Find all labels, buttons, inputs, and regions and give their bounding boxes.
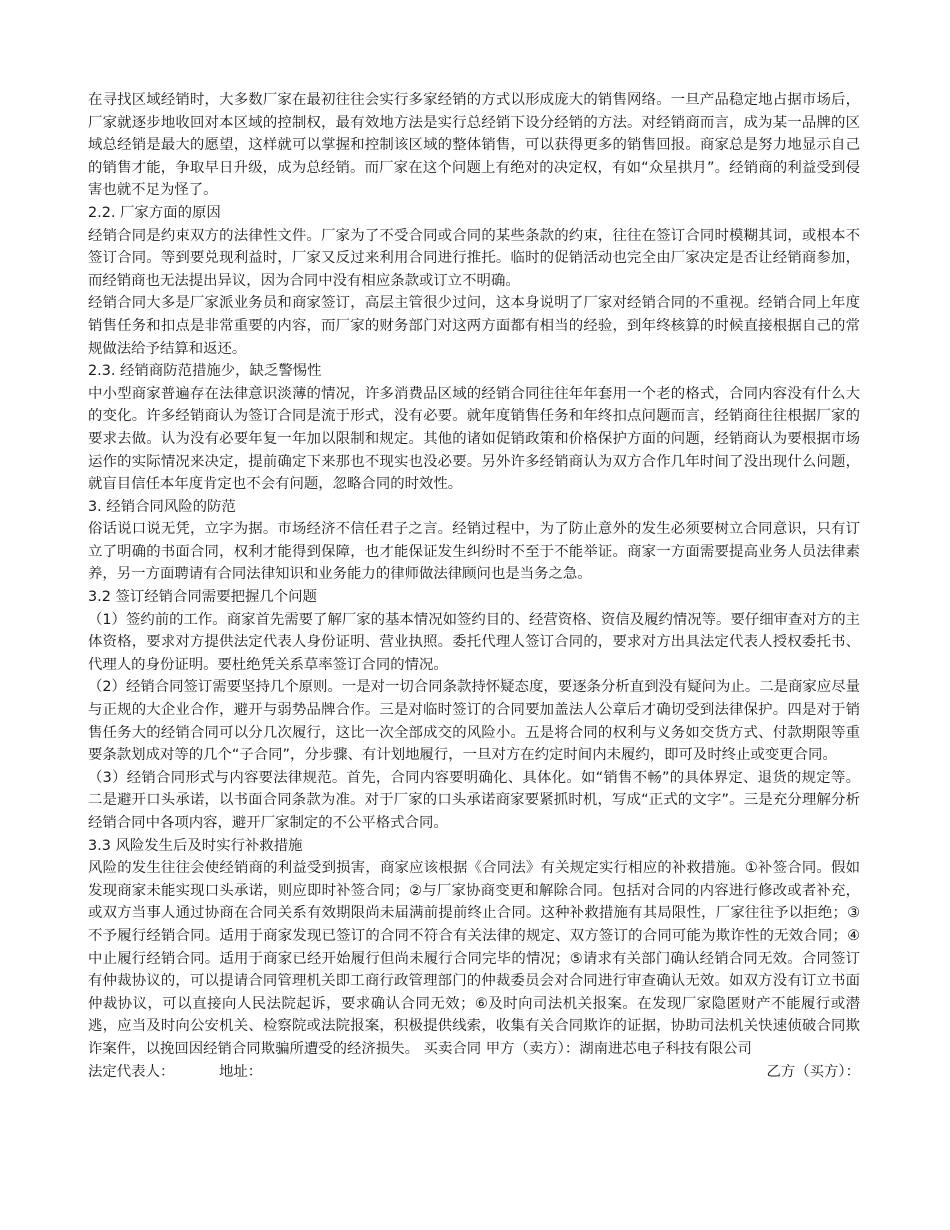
paragraph: （1）签约前的工作。商家首先需要了解厂家的基本情况如签约目的、经营资格、资信及履约情况等。要仔细审查对方的主体资格，要求对方提供法定代表人身份证明、营业执照。委托代理人签订合同的，要求对方出具法定代表人授权委托书、代理人的身份证明。要杜绝凭关系草率签订合同的情况。 xyxy=(88,611,860,673)
party-b-label: 乙方（买方）： xyxy=(766,1063,860,1080)
paragraph: 风险的发生往往会使经销商的利益受到损害，商家应该根据《合同法》有关规定实行相应的补救措施。①补签合同。假如发现商家未能实现口头承诺，则应即时补签合同；②与厂家协商变更和解除合同。包括对合同的内容进行修改或者补充，或双方当事人通过协商在合同关系有效期限尚未届满前提前终止合同。这种补救措施有其局限性，厂家往往予以拒绝；③不予履行经销合同。适用于商家发现已签订的合同不符合有关法律的规定、双方签订的合同可能为欺诈性的无效合同；④中止履行经销合同。适用于商家已经开始履行但尚未履行合同完毕的情况；⑤请求有关部门确认经销合同无效。合同签订有仲裁协议的，可以提请合同管理机关即工商行政管理部门的仲裁委员会对合同进行审查确认无效。如双方没有订立书面仲裁协议，可以直接向人民法院起诉，要求确认合同无效；⑥及时向司法机关报案。在发现厂家隐匿财产不能履行或潜逃，应当及时向公安机关、检察院或法院报案，积极提供线索，收集有关合同欺诈的证据，协助司法机关快速侦破合同欺诈案件，以挽回因经销合同欺骗所遭受的经济损失。 买卖合同 甲方（卖方）：湖南进芯电子科技有限公司 xyxy=(88,860,860,1057)
paragraph: （2）经销合同签订需要坚持几个原则。一是对一切合同条款持怀疑态度，要逐条分析直到没有疑问为止。二是商家应尽量与正规的大企业合作，避开与弱势品牌合作。三是对临时签订的合同要加盖法人公章后才确切受到法律保护。四是对于销售任务大的经销合同可以分几次履行，这比一次全部成交的风险小。五是将合同的权利与义务如交货方式、付款期限等重要条款划成对等的几个“子合同”，分步骤、有计划地履行，一旦对方在约定时间内未履约，即可及时终止或变更合同。 xyxy=(88,679,860,764)
paragraph: （3）经销合同形式与内容要法律规范。首先，合同内容要明确化、具体化。如“销售不畅”的具体界定、退货的规定等。二是避开口头承诺，以书面合同条款为准。对于厂家的口头承诺商家要紧抓时机，写成“正式的文字”。三是充分理解分析经销合同中各项内容，避开厂家制定的不公平格式合同。 xyxy=(88,769,860,831)
paragraph: 在寻找区域经销时，大多数厂家在最初往往会实行多家经销的方式以形成庞大的销售网络。一旦产品稳定地占据市场后，厂家就逐步地收回对本区域的控制权，最有效地方法是实行总经销下设分经销的方法。对经销商而言，成为某一品牌的区域总经销是最大的愿望，这样就可以掌握和控制该区域的整体销售，可以获得更多的销售回报。商家总是努力地显示自己的销售才能，争取早日升级，成为总经销。而厂家在这个问题上有绝对的决定权，有如“众星拱月”。经销商的利益受到侵害也就不足为怪了。 xyxy=(88,92,860,199)
legal-rep-label: 法定代表人： xyxy=(88,1063,175,1080)
section-heading: 2.3. 经销商防范措施少，缺乏警惕性 xyxy=(88,363,322,380)
paragraph: 中小型商家普遍存在法律意识淡薄的情况，许多消费品区域的经销合同往往年年套用一个老的格式，合同内容没有什么大的变化。许多经销商认为签订合同是流于形式，没有必要。就年度销售任务和年终扣点问题而言，经销商往往根据厂家的要求去做。认为没有必要年复一年加以限制和规定。其他的诸如促销政策和价格保护方面的问题，经销商认为要根据市场运作的实际情况来决定，提前确定下来那也不现实也没必要。另外许多经销商认为双方合作几年时间了没出现什么问题，就盲目信任本年度肯定也不会有问题，忽略合同的时效性。 xyxy=(88,385,860,493)
section-heading: 2.2. 厂家方面的原因 xyxy=(88,204,221,221)
address-label: 地址： xyxy=(218,1063,263,1080)
section-heading: 3.3 风险发生后及时实行补救措施 xyxy=(88,837,303,854)
paragraph: 经销合同是约束双方的法律性文件。厂家为了不受合同或合同的某些条款的约束，往往在签订合同时模糊其词，或根本不签订合同。等到要兑现利益时，厂家又反过来利用合同进行推托。临时的促销活动也完全由厂家决定是否让经销商参加，而经销商也无法提出异议，因为合同中没有相应条款或订立不明确。 xyxy=(88,227,860,289)
document-page xyxy=(88,89,860,1083)
section-heading: 3.2 签订经销合同需要把握几个问题 xyxy=(88,589,317,606)
section-heading: 3. 经销合同风险的防范 xyxy=(88,498,236,515)
contract-footer-left xyxy=(88,1061,302,1084)
contract-footer xyxy=(88,1061,860,1084)
paragraph: 俗话说口说无凭，立字为据。市场经济不信任君子之言。经销过程中，为了防止意外的发生必须要树立合同意识，只有订立了明确的书面合同，权利才能得到保障，也才能保证发生纠纷时不至于不能举证。商家一方面需要提高业务人员法律素养，另一方面聘请有合同法律知识和业务能力的律师做法律顾问也是当务之急。 xyxy=(88,521,860,583)
paragraph: 经销合同大多是厂家派业务员和商家签订，高层主管很少过问，这本身说明了厂家对经销合同的不重视。经销合同上年度销售任务和扣点是非常重要的内容，而厂家的财务部门对这两方面都有相当的经验，到年终核算的时候直接根据自己的常规做法给予结算和返还。 xyxy=(88,295,860,357)
